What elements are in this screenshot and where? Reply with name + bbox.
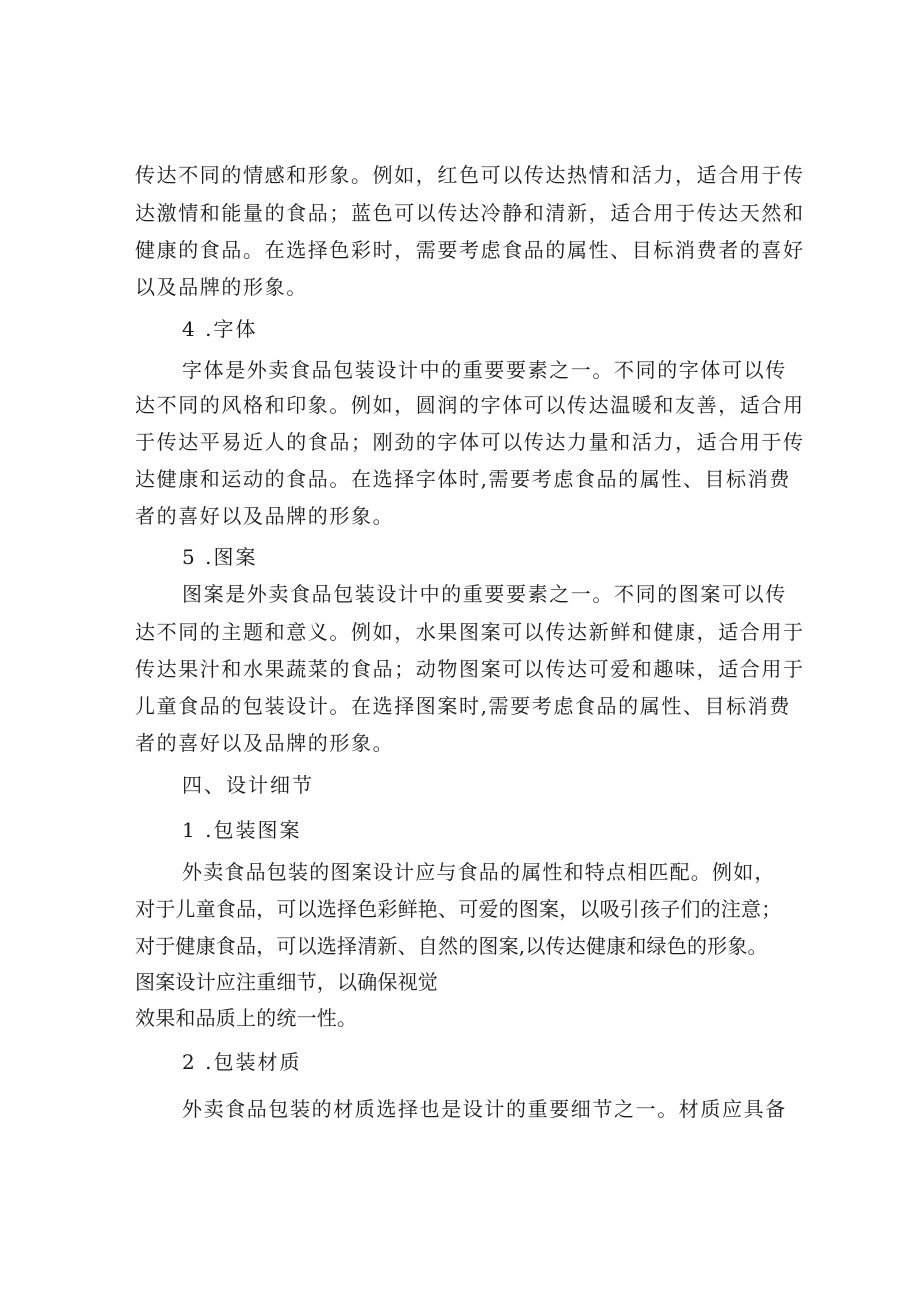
paragraph-font-line-1: 字体是外卖食品包装设计中的重要要素之一。不同的字体可以传 bbox=[182, 358, 787, 382]
paragraph-font-line-2: 达不同的风格和印象。例如，圆润的字体可以传达温暖和友善，适合用 bbox=[135, 393, 805, 417]
paragraph-font-line-3: 于传达平易近人的食品；刚劲的字体可以传达力量和活力，适合用于传 bbox=[135, 430, 805, 454]
paragraph-color-line-1: 传达不同的情感和形象。例如，红色可以传达热情和活力，适合用于传 bbox=[135, 163, 805, 187]
paragraph-pattern-line-5: 者的喜好以及品牌的形象。 bbox=[135, 731, 395, 755]
heading-pattern: 5 .图案 bbox=[182, 545, 258, 569]
paragraph-pattern-line-3: 传达果汁和水果蔬菜的食品；动物图案可以传达可爱和趣味，适合用于 bbox=[135, 657, 805, 681]
paragraph-pattern-line-2: 达不同的主题和意义。例如，水果图案可以传达新鲜和健康，适合用于 bbox=[135, 620, 805, 644]
paragraph-package-pattern-line-5: 效果和品质上的统一性。 bbox=[135, 1006, 358, 1030]
paragraph-color-line-2: 达激情和能量的食品；蓝色可以传达冷静和清新，适合用于传达天然和 bbox=[135, 201, 805, 225]
paragraph-package-material-line-1: 外卖食品包装的材质选择也是设计的重要细节之一。材质应具备 bbox=[182, 1097, 787, 1121]
paragraph-pattern-line-4: 儿童食品的包装设计。在选择图案时,需要考虑食品的属性、目标消费 bbox=[135, 694, 791, 718]
paragraph-color-line-3: 健康的食品。在选择色彩时，需要考虑食品的属性、目标消费者的喜好 bbox=[135, 238, 805, 262]
paragraph-font-line-5: 者的喜好以及品牌的形象。 bbox=[135, 504, 395, 528]
heading-package-material: 2 .包装材质 bbox=[182, 1050, 302, 1074]
heading-font: 4 .字体 bbox=[182, 317, 258, 341]
paragraph-package-pattern-line-1: 外卖食品包装的图案设计应与食品的属性和特点相匹配。例如， bbox=[182, 860, 776, 884]
heading-section-design-details: 四、设计细节 bbox=[182, 773, 314, 797]
heading-package-pattern: 1 .包装图案 bbox=[182, 818, 302, 842]
paragraph-pattern-line-1: 图案是外卖食品包装设计中的重要要素之一。不同的图案可以传 bbox=[182, 582, 787, 606]
paragraph-package-pattern-line-3: 对于健康食品，可以选择清新、自然的图案,以传达健康和绿色的形象。 bbox=[135, 934, 768, 958]
paragraph-color-line-4: 以及品牌的形象。 bbox=[135, 275, 308, 299]
paragraph-package-pattern-line-4: 图案设计应注重细节，以确保视觉 bbox=[135, 970, 438, 994]
paragraph-font-line-4: 达健康和运动的食品。在选择字体时,需要考虑食品的属性、目标消费 bbox=[135, 467, 791, 491]
paragraph-package-pattern-line-2: 对于儿童食品，可以选择色彩鲜艳、可爱的图案，以吸引孩子们的注意； bbox=[135, 897, 782, 921]
